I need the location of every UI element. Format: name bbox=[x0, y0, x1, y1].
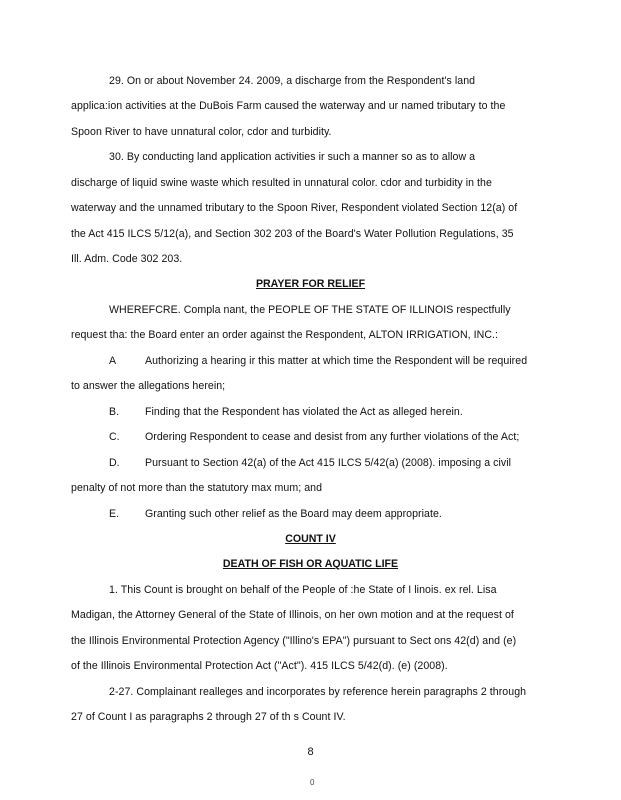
count-heading: COUNT IV bbox=[285, 533, 336, 545]
relief-item-d-line2: penalty of not more than the statutory max mum; and bbox=[71, 482, 323, 494]
count-subheading: DEATH OF FISH OR AQUATIC LIFE bbox=[222, 558, 399, 570]
count-para2-line2: 27 of Count I as paragraphs 2 through 27 of th s Count IV. bbox=[71, 711, 346, 723]
prayer-heading: PRAYER FOR RELIEF bbox=[255, 278, 366, 290]
count-para1-line2: Madigan, the Attorney General of the State of Illinois, on her own motion and at the request of bbox=[71, 609, 514, 621]
relief-item-e-line1: Granting such other relief as the Board may deem appropriate. bbox=[145, 508, 442, 520]
count-para1-line3: the Illinois Environmental Protection Agency ("Illino's EPA") pursuant to Sect ons 42(d) and (e) bbox=[71, 635, 517, 647]
para30-line1: 30. By conducting land application activities ir such a manner so as to allow a bbox=[109, 151, 476, 163]
count-para1-line4: of the Illinois Environmental Protection Act ("Act"). 415 ILCS 5/42(d). (e) (2008). bbox=[71, 660, 448, 672]
para30-line5: Ill. Adm. Code 302 203. bbox=[71, 253, 183, 265]
relief-item-b-line1: Finding that the Respondent has violated the Act as alleged herein. bbox=[145, 406, 463, 418]
para29-line3: Spoon River to have unnatural color, cdor and turbidity. bbox=[71, 126, 332, 138]
count-para1-line1: 1. This Count is brought on behalf of the People of :he State of I linois. ex rel. Lisa bbox=[109, 584, 497, 596]
relief-item-c-line1: Ordering Respondent to cease and desist from any further violations of the Act; bbox=[145, 431, 520, 443]
para29-line2: applica:ion activities at the DuBois Farm caused the waterway and ur named tributary to the bbox=[71, 100, 506, 112]
para30-line3: waterway and the unnamed tributary to the Spoon River, Respondent violated Section 12(a) of bbox=[71, 202, 518, 214]
relief-item-d-letter: D. bbox=[109, 457, 120, 469]
relief-item-a-line2: to answer the allegations herein; bbox=[71, 380, 226, 392]
para30-line2: discharge of liquid swine waste which resulted in unnatural color. cdor and turbidity in the bbox=[71, 177, 492, 189]
relief-item-a-letter: A bbox=[109, 355, 117, 367]
relief-item-a-line1: Authorizing a hearing ir this matter at which time the Respondent will be required bbox=[145, 355, 528, 367]
para29-line1: 29. On or about November 24. 2009, a discharge from the Respondent's land bbox=[109, 75, 476, 87]
relief-item-d-line1: Pursuant to Section 42(a) of the Act 415 ILCS 5/42(a) (2008). imposing a civil bbox=[145, 457, 512, 469]
prayer-intro-line2: request tha: the Board enter an order against the Respondent, ALTON IRRIGATION, INC.: bbox=[71, 329, 499, 341]
relief-item-e-letter: E. bbox=[109, 508, 120, 520]
footer-mark: 0 bbox=[310, 778, 315, 787]
relief-item-b-letter: B. bbox=[109, 406, 120, 418]
prayer-intro-line1: WHEREFCRE. Compla nant, the PEOPLE OF THE STATE OF ILLINOIS respectfully bbox=[109, 304, 511, 316]
para30-line4: the Act 415 ILCS 5/12(a), and Section 302 203 of the Board's Water Pollution Regulations, 35 bbox=[71, 228, 514, 240]
page-number: 8 bbox=[307, 746, 314, 758]
relief-item-c-letter: C. bbox=[109, 431, 120, 443]
count-para2-line1: 2-27. Complainant realleges and incorporates by reference herein paragraphs 2 through bbox=[109, 686, 527, 698]
